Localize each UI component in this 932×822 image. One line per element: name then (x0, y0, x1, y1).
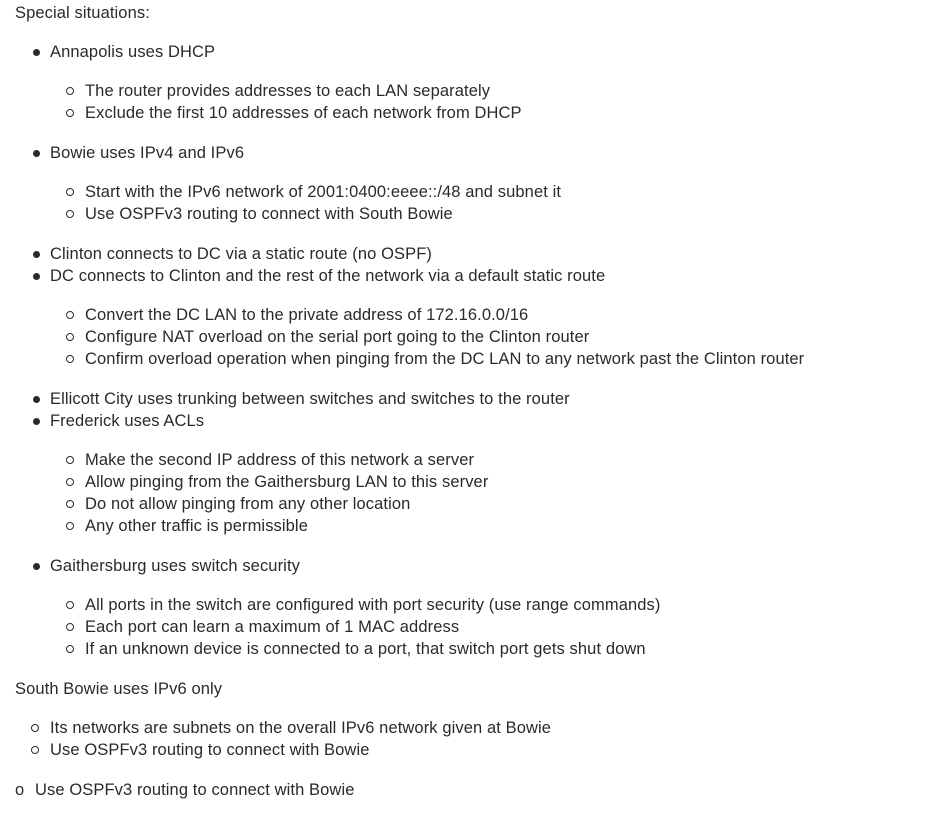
circle-bullet (66, 355, 74, 363)
sub-item: Make the second IP address of this network a server (85, 451, 475, 469)
sub-item: Any other traffic is permissible (85, 517, 308, 535)
disc-bullet (33, 563, 40, 570)
south-bowie-heading: South Bowie uses IPv6 only (15, 680, 223, 698)
circle-bullet (66, 188, 74, 196)
sub-item: Use OSPFv3 routing to connect with South Bowie (85, 205, 453, 223)
list-item-gaithersburg: Gaithersburg uses switch security (50, 557, 300, 575)
circle-bullet (66, 623, 74, 631)
sub-item: Use OSPFv3 routing to connect with Bowie (50, 741, 370, 759)
circle-bullet (66, 478, 74, 486)
list-item-annapolis: Annapolis uses DHCP (50, 43, 216, 61)
circle-bullet (66, 500, 74, 508)
disc-bullet (33, 49, 40, 56)
sub-item: Its networks are subnets on the overall IPv6 network given at Bowie (50, 719, 552, 737)
circle-bullet (66, 601, 74, 609)
list-item-ellicott-city: Ellicott City uses trunking between switches and switches to the router (50, 390, 570, 408)
circle-bullet (31, 724, 39, 732)
sub-item: All ports in the switch are configured with port security (use range commands) (85, 596, 661, 614)
plain-o-marker: o (15, 781, 25, 799)
circle-bullet (66, 456, 74, 464)
list-item-dc: DC connects to Clinton and the rest of the network via a default static route (50, 267, 606, 285)
circle-bullet (66, 522, 74, 530)
sub-item: Convert the DC LAN to the private address of 172.16.0.0/16 (85, 306, 529, 324)
circle-bullet (66, 87, 74, 95)
section-title: Special situations: (15, 4, 150, 22)
sub-item: Exclude the first 10 addresses of each network from DHCP (85, 104, 522, 122)
circle-bullet (31, 746, 39, 754)
sub-item: Do not allow pinging from any other location (85, 495, 411, 513)
sub-item: If an unknown device is connected to a port, that switch port gets shut down (85, 640, 646, 658)
circle-bullet (66, 311, 74, 319)
disc-bullet (33, 150, 40, 157)
sub-item: The router provides addresses to each LAN separately (85, 82, 491, 100)
circle-bullet (66, 210, 74, 218)
list-item-bowie: Bowie uses IPv4 and IPv6 (50, 144, 245, 162)
circle-bullet (66, 109, 74, 117)
disc-bullet (33, 251, 40, 258)
list-item-clinton: Clinton connects to DC via a static route (no OSPF) (50, 245, 433, 263)
sub-item: Confirm overload operation when pinging from the DC LAN to any network past the Clinton router (85, 350, 805, 368)
disc-bullet (33, 396, 40, 403)
disc-bullet (33, 418, 40, 425)
circle-bullet (66, 645, 74, 653)
sub-item: Each port can learn a maximum of 1 MAC address (85, 618, 460, 636)
sub-item: Allow pinging from the Gaithersburg LAN to this server (85, 473, 489, 491)
circle-bullet (66, 333, 74, 341)
trailing-text: Use OSPFv3 routing to connect with Bowie (35, 781, 355, 799)
sub-item: Start with the IPv6 network of 2001:0400:eeee::/48 and subnet it (85, 183, 562, 201)
sub-item: Configure NAT overload on the serial port going to the Clinton router (85, 328, 590, 346)
disc-bullet (33, 273, 40, 280)
list-item-frederick: Frederick uses ACLs (50, 412, 205, 430)
